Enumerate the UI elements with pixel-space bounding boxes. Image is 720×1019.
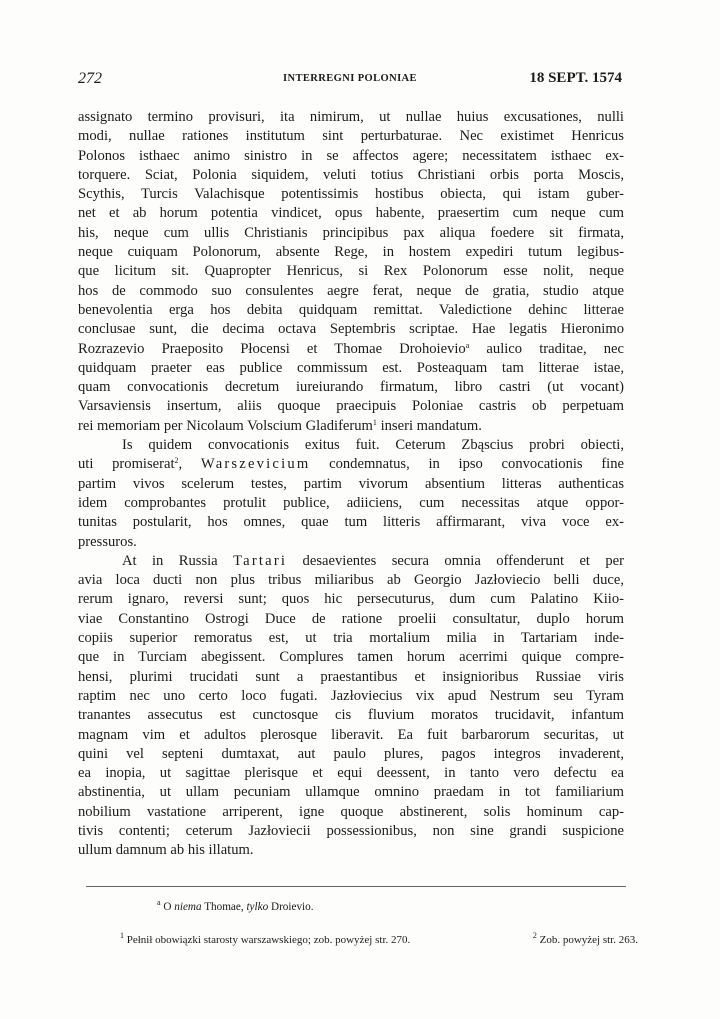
text-line: que in Turciam abegissent. Complures tamen horum acerrimi quique compre- bbox=[78, 649, 624, 666]
text-line: copiis superior remoratus est, ut tria mortalium milia in Tartariam inde- bbox=[78, 630, 624, 647]
text-line: assignato termino provisuri, ita nimirum, ut nullae huius excusationes, nulli bbox=[78, 109, 624, 125]
text-line: raptim nec uno certo loco fugati. Jazłoviecius vix apud Nestrum seu Tyram bbox=[78, 687, 624, 704]
footnote-2: $^2$ Zob. powyżej str. 263. bbox=[532, 931, 638, 946]
text-line: neque cuiquam Polonorum, absente Rege, in hostem expediri tutum legibus- bbox=[78, 244, 624, 261]
running-title: INTERREGNI POLONIAE bbox=[283, 73, 417, 84]
text-line: torquere. Sciat, Polonia siquidem, veluti totius Christiani orbis porta Moscis, bbox=[78, 166, 624, 183]
text-line: nobilium vastatione arriperent, igne quoque abstinerent, solis hominum cap- bbox=[78, 803, 624, 820]
text-line: Is quidem convocationis exitus fuit. Ceterum Zbąscius probri obiecti, bbox=[122, 437, 624, 454]
text-line: At in Russia Tartari desaevientes secura omnia offenderunt et per bbox=[122, 552, 625, 569]
text-line: hensi, plurimi trucidati sunt a praestantibus et insignioribus Russiae viris bbox=[78, 668, 624, 685]
text-line: tunitas postularit, hos omnes, quae tum litteris affirmarant, viva voce ex- bbox=[78, 514, 624, 531]
text-line: uti promiserat$^2$, Warszevicium condemnatus, in ipso convocationis fine bbox=[78, 456, 625, 473]
text-line: viae Constantino Ostrogi Duce de ratione proelii consultatur, duplo horum bbox=[78, 610, 624, 627]
text-line: tranantes assecutus est cunctosque cis fluvium moratos trucidavit, infantum bbox=[78, 707, 624, 724]
text-line: net et ab horum potentia vindicet, opus habente, praesertim cum neque cum bbox=[78, 205, 624, 222]
running-header bbox=[78, 70, 622, 90]
footnote-1: $^1$ Pełnił obowiązki starosty warszawskiego; zob. powyżej str. 270. bbox=[120, 931, 411, 946]
page-number: 272 bbox=[78, 70, 102, 87]
text-line: rerum ignaro, reversi sunt; quos hic persecuturus, dum cum Palatino Kiio- bbox=[78, 591, 624, 608]
text-line: quidquam praeter eas publice commissum est. Posteaquam tam litterae istae, bbox=[78, 359, 624, 376]
text-line: his, neque cum ullis Christianis principibus pax aliqua foedere sit firmata, bbox=[78, 224, 624, 241]
text-line: Varsaviensis insertum, aliis quoque praecipuis Poloniae castris ob perpetuam bbox=[78, 398, 624, 415]
text-line: avia loca ducti non plus tribus miliaribus ab Georgio Jazłoviecio belli duce, bbox=[78, 572, 624, 589]
text-line: pressuros. bbox=[78, 533, 137, 550]
text-line: hos de commodo suo consulentes aegre ferat, neque de gratia, studio atque bbox=[78, 282, 624, 299]
text-line: modi, nullae rationes institutum sint perturbaturae. Nec existimet Henricus bbox=[78, 128, 624, 145]
text-line: abstinentia, ut ullam pecuniam ullamque omnino praedam in tot familiarium bbox=[78, 784, 624, 801]
text-line: quini vel septeni dumtaxat, aut paulo plures, pagos integros invaderent, bbox=[78, 745, 624, 762]
text-line: Scythis, Turcis Valachisque potentissimis hostibus obiecta, qui istam guber- bbox=[78, 186, 624, 203]
text-line: conclusae sunt, die decima octava Septembris scriptae. Hae legatis Hieronimo bbox=[78, 321, 624, 338]
text-line: benevolentia erga hos debita quidquam remittat. Valedictione dehinc litterae bbox=[78, 301, 624, 318]
text-line: tivis contenti; ceterum Jazłoviecii possessionibus, non sine grandi suspicione bbox=[78, 822, 624, 839]
text-line: ea inopia, ut sagittae plerisque et equi deessent, in tanto vero defectu ea bbox=[78, 765, 624, 782]
text-line: Polonos isthaec animo sinistro in se affectos agere; necessitatem isthaec ex- bbox=[78, 147, 624, 164]
text-line: rei memoriam per Nicolaum Volscium Gladiferum$^1$ inseri mandatum. bbox=[78, 417, 482, 434]
text-line: quam convocationis decretum iureiurando firmatum, libro castri (ut vocant) bbox=[78, 379, 624, 396]
text-line: ullum damnum ab his illatum. bbox=[78, 842, 254, 859]
text-line: partim vivos scelerum testes, partim vivorum absentium litteras authenticas bbox=[78, 475, 624, 492]
footnote-a: $^a$ O niema Thomae, tylko Droievio. bbox=[157, 898, 314, 913]
header-date: 18 SEPT. 1574 bbox=[529, 70, 622, 86]
footnote-divider bbox=[86, 886, 626, 887]
text-line: que licitum sit. Quapropter Henricus, si Rex Polonorum esse nolit, neque bbox=[78, 263, 624, 280]
text-line: idem comprobantes protulit publice, adiiciens, cum necessitas atque oppor- bbox=[78, 494, 624, 511]
main-text bbox=[78, 108, 624, 861]
text-line: magnam vim et adultos plerosque liberavit. Ea fuit barbarorum securitas, ut bbox=[78, 726, 624, 743]
text-line: Rozrazevio Praeposito Płocensi et Thomae Drohoievio$^a$ aulico traditae, nec bbox=[78, 340, 625, 357]
